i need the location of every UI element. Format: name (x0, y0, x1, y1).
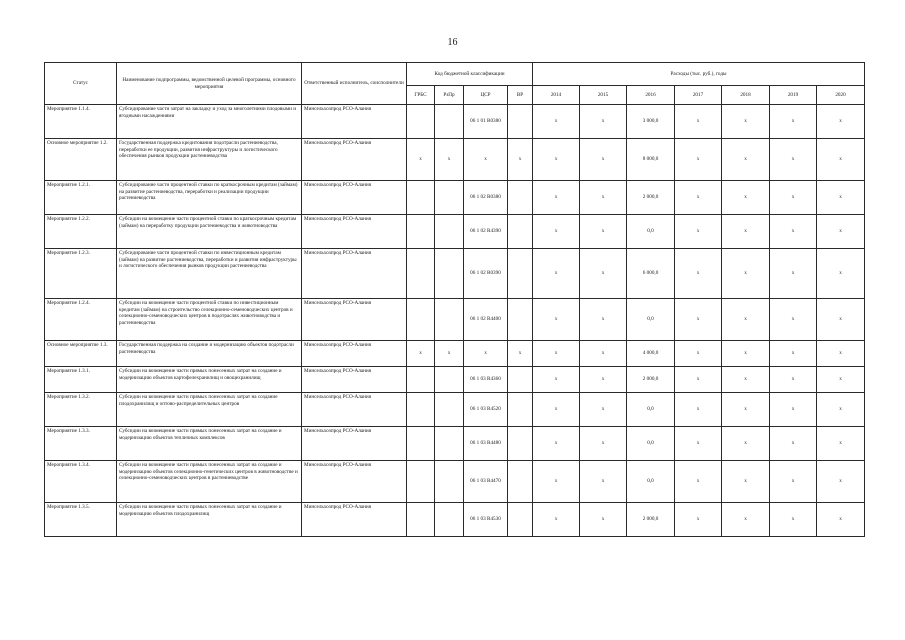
row-expense-2020: x (817, 461, 865, 503)
row-vr (508, 461, 533, 503)
row-status: Мероприятие 1.2.3. (45, 249, 117, 299)
row-executor: Минсельхозпрод РСО-Алания (302, 427, 407, 461)
row-grbs (407, 393, 435, 427)
row-expense-2020: x (817, 427, 865, 461)
table-row (45, 139, 865, 181)
header-csr: ЦСР (464, 86, 508, 105)
row-status: Мероприятие 1.3.5. (45, 503, 117, 537)
table-row (45, 393, 865, 427)
row-expense-2018: x (722, 139, 770, 181)
row-expense-2018: x (722, 393, 770, 427)
row-expense-2020: x (817, 249, 865, 299)
row-expense-2017: x (675, 393, 722, 427)
row-expense-2018: x (722, 215, 770, 249)
header-year-2015: 2015 (580, 86, 627, 105)
table-row (45, 299, 865, 341)
row-expense-2015: x (580, 341, 627, 367)
row-csr: x (464, 341, 508, 367)
row-expense-2014: x (533, 215, 580, 249)
table-row (45, 461, 865, 503)
table-row (45, 105, 865, 139)
row-executor: Минсельхозпрод РСО-Алания (302, 181, 407, 215)
row-executor: Минсельхозпрод РСО-Алания (302, 341, 407, 367)
row-grbs (407, 503, 435, 537)
row-rzpr (435, 427, 464, 461)
row-rzpr (435, 249, 464, 299)
row-executor: Минсельхозпрод РСО-Алания (302, 249, 407, 299)
header-grbs: ГРБС (407, 86, 435, 105)
row-expense-2014: x (533, 181, 580, 215)
row-expense-2017: x (675, 139, 722, 181)
row-grbs: x (407, 341, 435, 367)
header-row-top (45, 63, 865, 86)
row-expense-2020: x (817, 181, 865, 215)
row-expense-2019: x (770, 249, 817, 299)
row-expense-2019: x (770, 105, 817, 139)
row-vr (508, 393, 533, 427)
row-status: Мероприятие 1.3.4. (45, 461, 117, 503)
row-expense-2015: x (580, 367, 627, 393)
row-expense-2014: x (533, 427, 580, 461)
row-expense-2018: x (722, 299, 770, 341)
row-vr (508, 367, 533, 393)
row-expense-2017: x (675, 249, 722, 299)
row-grbs: x (407, 139, 435, 181)
row-executor: Минсельхозпрод РСО-Алания (302, 139, 407, 181)
row-grbs (407, 427, 435, 461)
row-expense-2016: 6 000,0 (627, 249, 675, 299)
row-executor: Минсельхозпрод РСО-Алания (302, 215, 407, 249)
row-expense-2019: x (770, 215, 817, 249)
row-grbs (407, 249, 435, 299)
row-executor: Минсельхозпрод РСО-Алания (302, 299, 407, 341)
row-expense-2016: 2 000,0 (627, 181, 675, 215)
row-csr: 06 1 03 R4530 (464, 503, 508, 537)
row-expense-2015: x (580, 215, 627, 249)
row-status: Мероприятие 1.1.4. (45, 105, 117, 139)
header-name: Наименование подпрограммы, ведомственной целевой программы, основного мероприятия (117, 63, 302, 105)
row-rzpr (435, 367, 464, 393)
row-csr: x (464, 139, 508, 181)
row-expense-2019: x (770, 461, 817, 503)
header-year-2018: 2018 (722, 86, 770, 105)
row-vr (508, 215, 533, 249)
row-rzpr (435, 299, 464, 341)
row-status: Мероприятие 1.2.2. (45, 215, 117, 249)
table-row (45, 181, 865, 215)
row-expense-2019: x (770, 393, 817, 427)
row-csr: 06 1 03 R4470 (464, 461, 508, 503)
row-expense-2015: x (580, 139, 627, 181)
row-name: Субсидии на возмещение части прямых понесенных затрат на создание и модернизацию объектов тепличных комплексов (117, 427, 302, 461)
row-expense-2020: x (817, 503, 865, 537)
row-grbs (407, 105, 435, 139)
row-expense-2019: x (770, 139, 817, 181)
row-vr (508, 299, 533, 341)
row-rzpr (435, 215, 464, 249)
row-grbs (407, 461, 435, 503)
row-expense-2015: x (580, 393, 627, 427)
row-expense-2014: x (533, 393, 580, 427)
row-expense-2014: x (533, 249, 580, 299)
row-csr: 06 1 03 R4360 (464, 367, 508, 393)
budget-table (44, 62, 865, 537)
row-expense-2015: x (580, 181, 627, 215)
row-expense-2018: x (722, 249, 770, 299)
row-expense-2017: x (675, 427, 722, 461)
row-expense-2016: 0,0 (627, 299, 675, 341)
row-rzpr: x (435, 139, 464, 181)
header-year-2020: 2020 (817, 86, 865, 105)
row-expense-2017: x (675, 299, 722, 341)
row-name: Государственная поддержка кредитования подотрасли растениеводства, переработки ее продукции, развития инфраструктуры и логистического обеспечения рынков продукции растениеводства (117, 139, 302, 181)
row-expense-2020: x (817, 105, 865, 139)
row-vr (508, 503, 533, 537)
row-expense-2015: x (580, 427, 627, 461)
row-expense-2018: x (722, 181, 770, 215)
row-csr: 06 1 02 R0390 (464, 249, 508, 299)
table-row (45, 427, 865, 461)
row-executor: Минсельхозпрод РСО-Алания (302, 503, 407, 537)
row-name: Субсидии на возмещение части прямых понесенных затрат на создание и модернизацию объектов плодохранилищ (117, 503, 302, 537)
row-vr: x (508, 341, 533, 367)
row-expense-2020: x (817, 215, 865, 249)
header-year-2016: 2016 (627, 86, 675, 105)
row-name: Субсидии на возмещение части процентной ставки по краткосрочным кредитам (займам) на переработку продукции растениеводства и животноводства (117, 215, 302, 249)
table-row (45, 215, 865, 249)
row-expense-2018: x (722, 503, 770, 537)
row-name: Субсидии на возмещение части прямых понесенных затрат на создание и модернизацию объектов картофелехранилищ и овощехранилищ (117, 367, 302, 393)
row-grbs (407, 215, 435, 249)
row-rzpr (435, 503, 464, 537)
row-status: Мероприятие 1.3.1. (45, 367, 117, 393)
row-expense-2020: x (817, 341, 865, 367)
row-vr (508, 427, 533, 461)
row-rzpr (435, 393, 464, 427)
header-vr: ВР (508, 86, 533, 105)
row-name: Субсидии на возмещение части прямых понесенных затрат на создание и модернизацию объектов селекционно-генетических центров в животноводстве и селекционно-семеноводческих центров в растениеводстве (117, 461, 302, 503)
header-year-2017: 2017 (675, 86, 722, 105)
row-expense-2015: x (580, 503, 627, 537)
row-expense-2014: x (533, 461, 580, 503)
row-rzpr (435, 461, 464, 503)
row-csr: 06 1 02 R0380 (464, 181, 508, 215)
table-row (45, 341, 865, 367)
row-expense-2017: x (675, 503, 722, 537)
row-expense-2017: x (675, 367, 722, 393)
row-csr: 06 1 01 R0380 (464, 105, 508, 139)
row-executor: Минсельхозпрод РСО-Алания (302, 105, 407, 139)
row-grbs (407, 181, 435, 215)
row-expense-2019: x (770, 341, 817, 367)
row-vr (508, 105, 533, 139)
row-expense-2018: x (722, 367, 770, 393)
row-vr (508, 181, 533, 215)
row-grbs (407, 367, 435, 393)
row-expense-2015: x (580, 249, 627, 299)
header-expenses: Расходы (тыс. руб.), годы (533, 63, 865, 86)
row-expense-2016: 2 000,0 (627, 367, 675, 393)
row-expense-2016: 3 000,0 (627, 105, 675, 139)
row-csr: 06 1 02 R4400 (464, 299, 508, 341)
row-expense-2016: 0,0 (627, 393, 675, 427)
row-executor: Минсельхозпрод РСО-Алания (302, 367, 407, 393)
row-expense-2019: x (770, 427, 817, 461)
row-expense-2016: 4 000,0 (627, 341, 675, 367)
row-expense-2018: x (722, 461, 770, 503)
header-year-2014: 2014 (533, 86, 580, 105)
header-year-2019: 2019 (770, 86, 817, 105)
row-expense-2017: x (675, 105, 722, 139)
row-status: Мероприятие 1.2.1. (45, 181, 117, 215)
row-expense-2014: x (533, 139, 580, 181)
row-name: Субсидирование части затрат на закладку и уход за многолетними плодовыми и ягодными насаждениями (117, 105, 302, 139)
row-name: Субсидии на возмещение части процентной ставки по инвестиционным кредитам (займам) на строительство селекционно-семеноводческих центров и селекционно-семеноводческих центров в подотраслях животноводства и растениеводства (117, 299, 302, 341)
row-grbs (407, 299, 435, 341)
row-expense-2014: x (533, 367, 580, 393)
row-expense-2017: x (675, 181, 722, 215)
row-expense-2017: x (675, 341, 722, 367)
row-vr (508, 249, 533, 299)
row-executor: Минсельхозпрод РСО-Алания (302, 461, 407, 503)
row-status: Основное мероприятие 1.2. (45, 139, 117, 181)
row-status: Мероприятие 1.3.3. (45, 427, 117, 461)
table-body (45, 105, 865, 537)
row-rzpr (435, 181, 464, 215)
row-name: Субсидирование части процентной ставки по инвестиционным кредитам (займам) на развитие растениеводства, переработки и развития инфраструктуры и логистического обеспечения рынков продукции растениеводства (117, 249, 302, 299)
row-csr: 06 1 02 R4390 (464, 215, 508, 249)
row-expense-2015: x (580, 299, 627, 341)
table-row (45, 503, 865, 537)
row-status: Мероприятие 1.3.2. (45, 393, 117, 427)
page-number: 16 (447, 37, 458, 48)
row-expense-2014: x (533, 105, 580, 139)
row-csr: 06 1 03 R4520 (464, 393, 508, 427)
row-expense-2016: 8 000,0 (627, 139, 675, 181)
row-status: Мероприятие 1.2.4. (45, 299, 117, 341)
row-vr: x (508, 139, 533, 181)
row-expense-2018: x (722, 427, 770, 461)
header-rzpr: РзПр (435, 86, 464, 105)
header-budget-code: Код бюджетной классификации (407, 63, 533, 86)
row-name: Субсидирование части процентной ставки по краткосрочным кредитам (займам) на развитие растениеводства, переработки и реализации продукции растениеводства (117, 181, 302, 215)
row-expense-2019: x (770, 299, 817, 341)
row-expense-2016: 0,0 (627, 427, 675, 461)
row-name: Государственная поддержка на создание и модернизацию объектов подотрасли растениеводства (117, 341, 302, 367)
row-rzpr (435, 105, 464, 139)
row-csr: 06 1 03 R4480 (464, 427, 508, 461)
header-executor: Ответственный исполнитель, соисполнители (302, 63, 407, 105)
row-expense-2016: 2 000,0 (627, 503, 675, 537)
row-expense-2016: 0,0 (627, 215, 675, 249)
row-executor: Минсельхозпрод РСО-Алания (302, 393, 407, 427)
row-expense-2014: x (533, 299, 580, 341)
row-status: Основное мероприятие 1.3. (45, 341, 117, 367)
row-expense-2020: x (817, 393, 865, 427)
row-expense-2020: x (817, 139, 865, 181)
header-status: Статус (45, 63, 117, 105)
row-expense-2014: x (533, 341, 580, 367)
table-row (45, 249, 865, 299)
row-expense-2018: x (722, 341, 770, 367)
row-expense-2019: x (770, 503, 817, 537)
row-expense-2019: x (770, 181, 817, 215)
row-name: Субсидии на возмещение части прямых понесенных затрат на создание плодохранилищ и оптово-распределительных центров (117, 393, 302, 427)
row-expense-2017: x (675, 215, 722, 249)
row-expense-2015: x (580, 105, 627, 139)
row-expense-2020: x (817, 299, 865, 341)
row-expense-2017: x (675, 461, 722, 503)
row-rzpr: x (435, 341, 464, 367)
row-expense-2019: x (770, 367, 817, 393)
row-expense-2020: x (817, 367, 865, 393)
row-expense-2014: x (533, 503, 580, 537)
row-expense-2016: 0,0 (627, 461, 675, 503)
row-expense-2015: x (580, 461, 627, 503)
row-expense-2018: x (722, 105, 770, 139)
table-row (45, 367, 865, 393)
